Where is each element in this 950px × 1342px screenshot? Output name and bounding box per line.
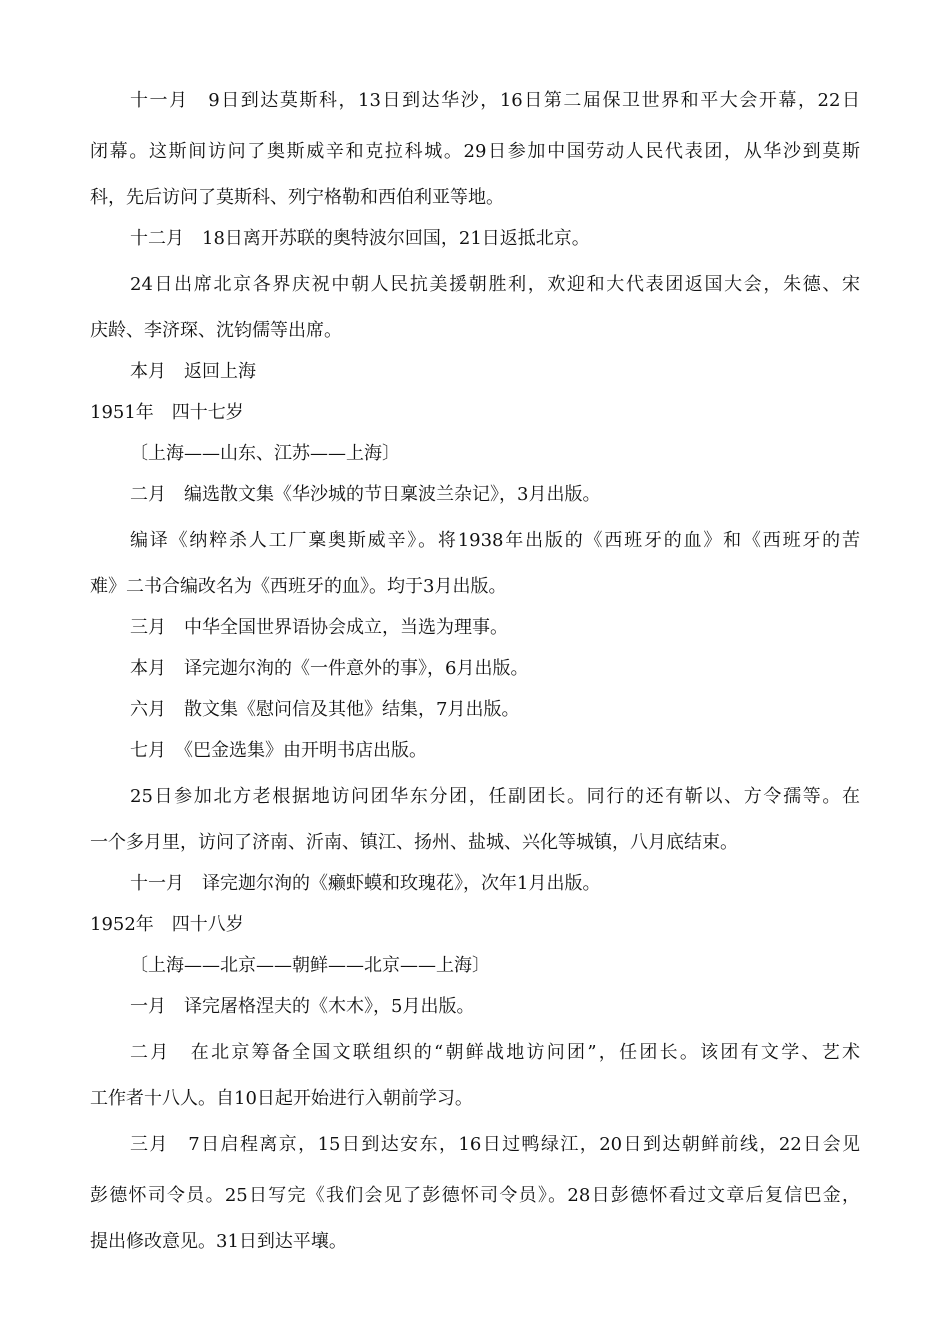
- text-line: 一个多月里，访问了济南、沂南、镇江、扬州、盐城、兴化等城镇，八月底结束。: [90, 832, 738, 853]
- year-heading: 1952年 四十八岁: [90, 914, 244, 935]
- text-line: 本月 返回上海: [130, 361, 256, 382]
- document-body: [90, 75, 860, 1262]
- text-line: 彭德怀司令员。25日写完《我们会见了彭德怀司令员》。28日彭德怀看过文章后复信巴金，: [90, 1185, 860, 1206]
- text-line: 十一月 译完迦尔洵的《癞虾蟆和玫瑰花》，次年1月出版。: [130, 873, 601, 894]
- text-line: 二月 在北京筹备全国文联组织的“朝鲜战地访问团”，任团长。该团有文学、艺术: [130, 1042, 860, 1063]
- year-heading: 1951年 四十七岁: [90, 402, 244, 423]
- text-line: 一月 译完屠格涅夫的《木木》，5月出版。: [130, 996, 475, 1017]
- route-line: 〔上海——山东、江苏——上海〕: [130, 443, 400, 464]
- route-line: 〔上海——北京——朝鲜——北京——上海〕: [130, 955, 490, 976]
- text-line: 七月 《巴金选集》由开明书店出版。: [130, 740, 427, 761]
- text-line: 六月 散文集《慰问信及其他》结集，7月出版。: [130, 699, 520, 720]
- text-line: 24日出席北京各界庆祝中朝人民抗美援朝胜利，欢迎和大代表团返国大会，朱德、宋: [130, 274, 860, 295]
- text-line: 三月 中华全国世界语协会成立，当选为理事。: [130, 617, 508, 638]
- text-line: 提出修改意见。31日到达平壤。: [90, 1231, 347, 1252]
- text-line: 二月 编选散文集《华沙城的节日稟波兰杂记》，3月出版。: [130, 484, 601, 505]
- text-line: 庆龄、李济琛、沈钧儒等出席。: [90, 320, 342, 341]
- text-line: 本月 译完迦尔洵的《一件意外的事》，6月出版。: [130, 658, 529, 679]
- text-line: 工作者十八人。自10日起开始进行入朝前学习。: [90, 1088, 473, 1109]
- text-line: 三月 7日启程离京，15日到达安东，16日过鸭绿江，20日到达朝鲜前线，22日会见: [130, 1134, 860, 1155]
- text-line: 闭幕。这斯间访问了奥斯威辛和克拉科城。29日参加中国劳动人民代表团，从华沙到莫斯: [90, 141, 860, 162]
- text-line: 十二月 18日离开苏联的奥特波尔回国，21日返抵北京。: [130, 228, 590, 249]
- text-line: 难》二书合编改名为《西班牙的血》。均于3月出版。: [90, 576, 507, 597]
- text-line: 25日参加北方老根据地访问团华东分团，任副团长。同行的还有靳以、方令孺等。在: [130, 786, 860, 807]
- text-line: 编译《纳粹杀人工厂稟奥斯威辛》。将1938年出版的《西班牙的血》和《西班牙的苦: [130, 530, 860, 551]
- text-line: 十一月 9日到达莫斯科，13日到达华沙，16日第二届保卫世界和平大会开幕，22日: [130, 90, 860, 111]
- text-line: 科，先后访问了莫斯科、列宁格勒和西伯利亚等地。: [90, 187, 504, 208]
